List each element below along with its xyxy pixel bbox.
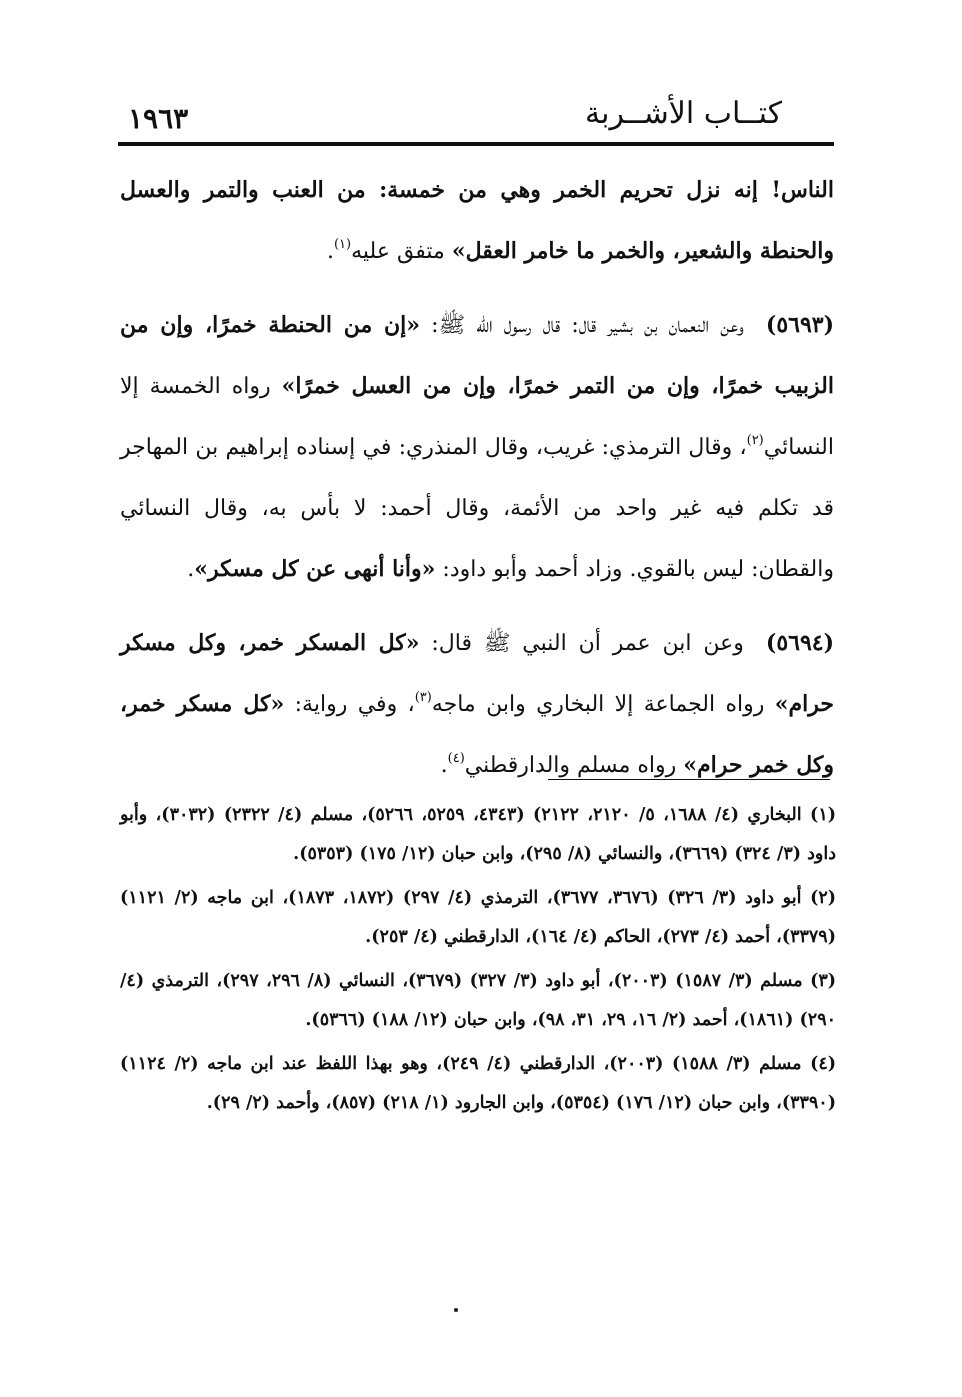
hadith-quote: «إن من الحنطة خمرًا، وإن من الزبيب خمرًا، وإن من التمر خمرًا، وإن من العسل خمرًا» <box>120 312 834 399</box>
footnote-ref: (١) <box>333 237 352 252</box>
footnote-ref: (٢) <box>746 433 764 448</box>
hadith-number: (٥٦٩٤) <box>765 630 835 656</box>
page-header <box>120 92 832 138</box>
footnote-ref: (٣) <box>414 690 432 705</box>
hadith-quote: «كل المسكر خمر، وكل مسكر حرام» <box>120 630 834 717</box>
page-mark <box>454 1308 458 1312</box>
hadith-quote-addition: «وأنا أنهى عن كل مسكر» <box>194 556 436 582</box>
footnote-2: (٢) أبو داود (٣/ ٣٢٦) (٣٦٧٦، ٣٦٧٧)، الترمذي (٤/ ٢٩٧) (١٨٧٢، ١٨٧٣)، ابن ماجه (٢/ ١١٢١) (٣٣٧٩)، أحمد (٤/ ٢٧٣)، الحاكم (٤/ ١٦٤)، الدارقطني (٤/ ٢٥٣). <box>120 888 837 947</box>
variant-intro: ، وفي رواية: <box>284 692 415 717</box>
period: . <box>187 557 195 582</box>
footnotes <box>120 796 836 1128</box>
attribution: رواه الجماعة إلا البخاري وابن ماجه <box>431 692 775 717</box>
paragraph-continuation <box>120 160 834 282</box>
paragraph-5693 <box>120 295 834 600</box>
footnote-4: (٤) مسلم (٣/ ١٥٨٨) (٢٠٠٣)، الدارقطني (٤/ ٢٤٩)، وهو بهذا اللفظ عند ابن ماجه (٢/ ١١٢٤) (٣٣٩٠)، وابن حبان (١٢/ ١٧٦) (٥٣٥٤)، وابن الجارود (١/ ٢١٨) (٨٥٧)، وأحمد (٢/ ٢٩). <box>120 1054 837 1113</box>
header-rule <box>118 142 834 146</box>
commentary: ، وقال الترمذي: غريب، وقال المنذري: في إسناده إبراهيم بن المهاجر قد تكلم فيه غير واحد من الأئمة، وقال أحمد: لا بأس به، وقال النسائي والقطان: ليس بالقوي. وزاد أحمد وأبو داود: <box>120 435 834 582</box>
attribution: رواه الخمسة إلا النسائي <box>120 374 834 460</box>
footnote-3: (٣) مسلم (٣/ ١٥٨٧) (٢٠٠٣)، أبو داود (٣/ ٣٢٧) (٣٦٧٩)، النسائي (٨/ ٢٩٦، ٢٩٧)، الترمذي (٤/ ٢٩٠) (١٨٦١)، أحمد (٢/ ١٦، ٢٩، ٣١، ٩٨)، وابن حبان (١٢/ ١٨٨) (٥٣٦٦). <box>120 971 837 1030</box>
footnote-1: (١) البخاري (٤/ ١٦٨٨، ٥/ ٢١٢٠، ٢١٢٢) (٤٣٤٣، ٥٢٥٩، ٥٢٦٦)، مسلم (٤/ ٢٣٢٢) (٣٠٣٢)، وأبو داود (٣/ ٣٢٤) (٣٦٦٩)، والنسائي (٨/ ٢٩٥)، وابن حبان (١٢/ ١٧٥) (٥٣٥٣). <box>120 805 836 864</box>
period: . <box>440 753 448 778</box>
hadith-number: (٥٦٩٣) <box>765 312 834 338</box>
footnote-ref: (٤) <box>447 751 465 766</box>
page-number: ١٩٦٣ <box>128 102 189 135</box>
period: . <box>326 239 334 264</box>
hadith-quote-variant: «كل مسكر خمر، وكل خمر حرام» <box>120 691 834 778</box>
paragraph-5694 <box>120 613 834 796</box>
hadith-intro: وعن النعمان بن بشير قال: قال رسول الله ﷺ: <box>420 313 744 338</box>
main-text <box>120 160 834 796</box>
hadith-quote: الناس! إنه نزل تحريم الخمر وهي من خمسة: من العنب والتمر والعسل والحنطة والشعير، والخمر ما خامر العقل» <box>120 177 834 264</box>
attribution-variant: رواه مسلم والدارقطني <box>464 753 684 778</box>
hadith-intro: وعن ابن عمر أن النبي ﷺ قال: <box>419 631 744 656</box>
chapter-title: كتــاب الأشــربة <box>585 96 782 131</box>
attribution: متفق عليه <box>351 239 452 264</box>
footnote-separator <box>548 779 830 780</box>
